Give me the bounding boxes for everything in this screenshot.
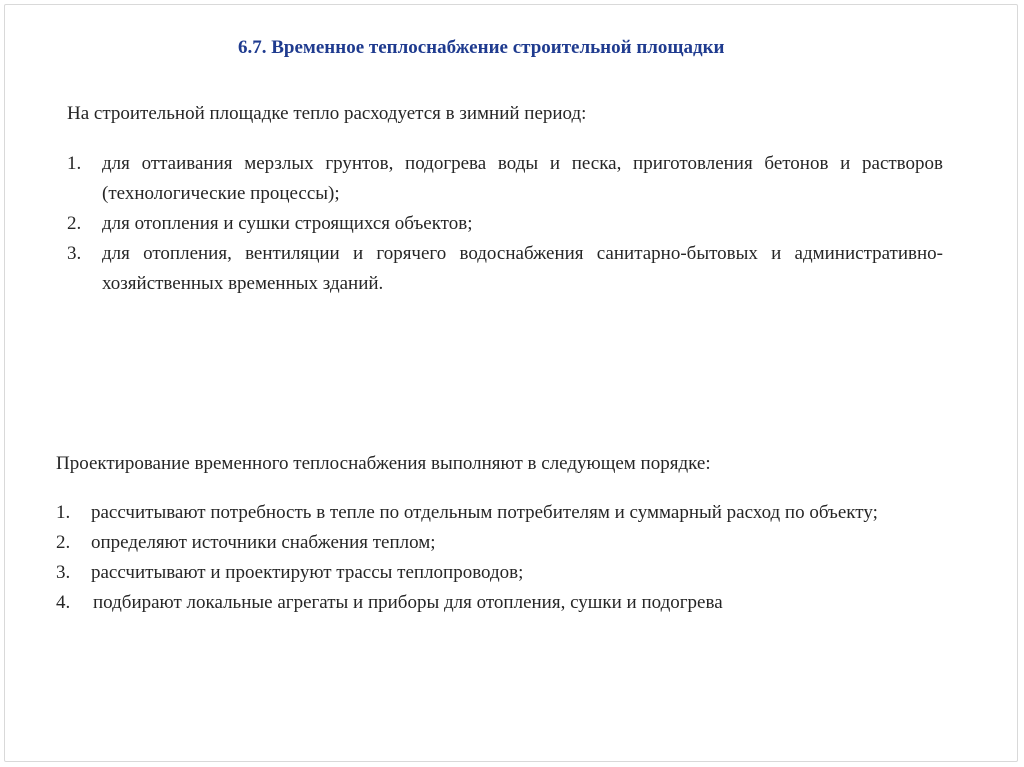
- section1-list: [67, 149, 943, 299]
- slide-title: 6.7. Временное теплоснабжение строительной площадки: [238, 37, 725, 58]
- list-item-number: 3.: [67, 243, 82, 264]
- list-item: [67, 239, 943, 299]
- list-item-text: для отопления, вентиляции и горячего водоснабжения санитарно-бытовых и административно-хозяйственных временных зданий.: [102, 243, 943, 294]
- list-item-number: 1.: [56, 502, 71, 523]
- list-item: [56, 558, 918, 588]
- list-item-number: 2.: [67, 213, 82, 234]
- section1-intro: На строительной площадке тепло расходуется в зимний период:: [67, 103, 587, 124]
- list-item-text: для отопления и сушки строящихся объектов;: [102, 213, 473, 234]
- list-item-text: подбирают локальные агрегаты и приборы для отопления, сушки и подогрева: [93, 592, 723, 613]
- list-item-number: 1.: [67, 153, 82, 174]
- list-item: [67, 209, 943, 239]
- section2-list: [56, 498, 918, 618]
- list-item: [67, 149, 943, 209]
- section2-intro: Проектирование временного теплоснабжения выполняют в следующем порядке:: [56, 453, 711, 474]
- list-item-number: 4.: [56, 592, 71, 613]
- list-item: [56, 588, 918, 618]
- list-item-text: для оттаивания мерзлых грунтов, подогрева воды и песка, приготовления бетонов и растворов (технологические процессы);: [102, 153, 943, 204]
- list-item: [56, 498, 918, 528]
- list-item-number: 3.: [56, 562, 71, 583]
- list-item-text: рассчитывают потребность в тепле по отдельным потребителям и суммарный расход по объекту;: [91, 502, 878, 523]
- list-item: [56, 528, 918, 558]
- list-item-text: определяют источники снабжения теплом;: [91, 532, 436, 553]
- list-item-text: рассчитывают и проектируют трассы теплопроводов;: [91, 562, 524, 583]
- list-item-number: 2.: [56, 532, 71, 553]
